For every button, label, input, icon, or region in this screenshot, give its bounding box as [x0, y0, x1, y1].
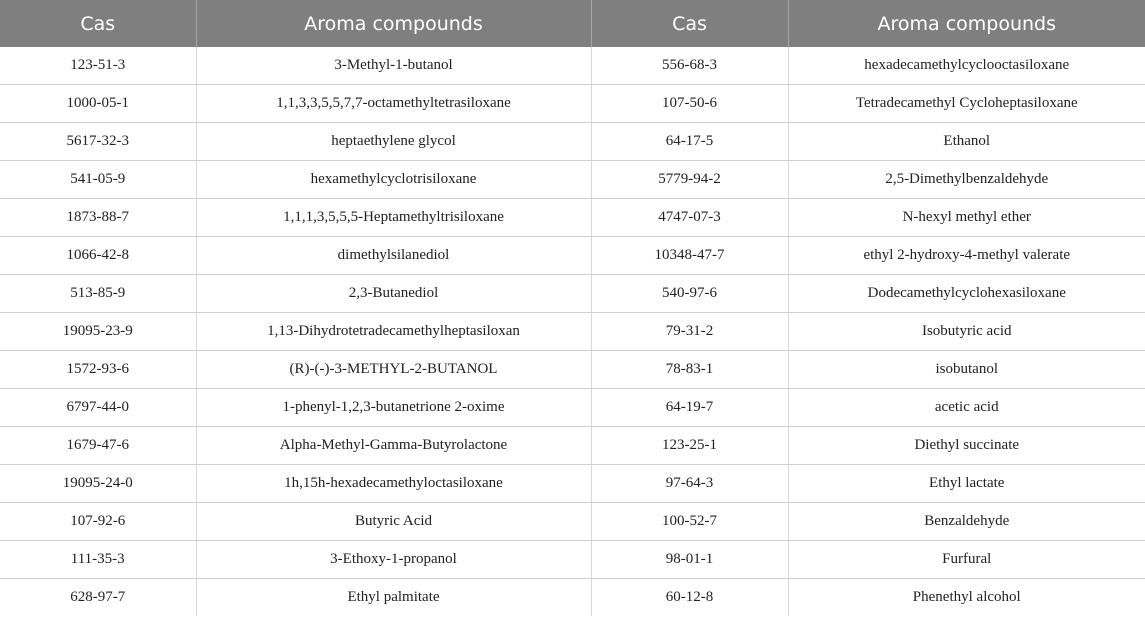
- cas-cell-left: 1873-88-7: [0, 199, 196, 237]
- compound-cell-left: Alpha-Methyl-Gamma-Butyrolactone: [196, 427, 591, 465]
- cas-cell-left: 1000-05-1: [0, 85, 196, 123]
- table-row: [0, 85, 1145, 123]
- table-row: [0, 351, 1145, 389]
- table-row: [0, 275, 1145, 313]
- compound-cell-right: hexadecamethylcyclooctasiloxane: [864, 57, 1070, 73]
- compound-cell-right: Diethyl succinate: [788, 427, 1145, 465]
- compound-cell-left: 1,1,1,3,5,5,5-Heptamethyltrisiloxane: [196, 199, 591, 237]
- table-row: [0, 237, 1145, 275]
- compound-cell-right: N-hexyl methyl ether: [788, 199, 1145, 237]
- compound-cell-left: 1,13-Dihydrotetradecamethylheptasiloxan: [196, 313, 591, 351]
- table-row: [0, 47, 1145, 85]
- compound-cell-right: Ethanol: [788, 123, 1145, 161]
- table-body: [0, 47, 1145, 616]
- cas-cell-right: 4747-07-3: [591, 199, 788, 237]
- compound-cell-left: Butyric Acid: [196, 503, 591, 541]
- cas-cell-right: 107-50-6: [591, 85, 788, 123]
- cas-cell-right: 97-64-3: [591, 465, 788, 503]
- table-row: [0, 541, 1145, 579]
- cas-cell-left: 513-85-9: [0, 275, 196, 313]
- header-cas-2: Cas: [591, 0, 788, 47]
- cas-cell-left: 628-97-7: [0, 579, 196, 617]
- compound-cell-right: Tetradecamethyl Cycloheptasiloxane: [788, 85, 1145, 123]
- compound-cell-left: 1-phenyl-1,2,3-butanetrione 2-oxime: [196, 389, 591, 427]
- compound-cell-right: Dodecamethylcyclohexasiloxane: [788, 275, 1145, 313]
- cas-cell-right: 98-01-1: [591, 541, 788, 579]
- cas-cell-right: 60-12-8: [591, 579, 788, 617]
- cas-cell-right: 64-19-7: [591, 389, 788, 427]
- header-aroma-compounds-1: Aroma compounds: [196, 0, 591, 47]
- compound-cell-right: 2,5-Dimethylbenzaldehyde: [788, 161, 1145, 199]
- cas-cell-left: 123-51-3: [0, 47, 196, 85]
- table-row: [0, 161, 1145, 199]
- compound-cell-left: hexamethylcyclotrisiloxane: [196, 161, 591, 199]
- cas-cell-left: 111-35-3: [0, 541, 196, 579]
- compound-cell-left: Ethyl palmitate: [196, 579, 591, 617]
- compound-cell-left: heptaethylene glycol: [196, 123, 591, 161]
- table-row: [0, 579, 1145, 617]
- cas-cell-right: 10348-47-7: [591, 237, 788, 275]
- cas-cell-left: 541-05-9: [0, 161, 196, 199]
- cas-cell-right: 556-68-3: [591, 47, 788, 85]
- compound-cell-right: isobutanol: [788, 351, 1145, 389]
- cas-cell-right: 79-31-2: [591, 313, 788, 351]
- compound-cell-right: Isobutyric acid: [788, 313, 1145, 351]
- cas-cell-left: 1572-93-6: [0, 351, 196, 389]
- cas-cell-left: 6797-44-0: [0, 389, 196, 427]
- compound-cell-left: 1h,15h-hexadecamethyloctasiloxane: [196, 465, 591, 503]
- table-row: [0, 427, 1145, 465]
- table-row: [0, 389, 1145, 427]
- cas-cell-right: 123-25-1: [591, 427, 788, 465]
- table-row: [0, 123, 1145, 161]
- header-aroma-compounds-2: Aroma compounds: [788, 0, 1145, 47]
- cas-cell-left: 1066-42-8: [0, 237, 196, 275]
- cas-cell-right: 64-17-5: [591, 123, 788, 161]
- header-row: [0, 0, 1145, 47]
- compound-cell-right: Furfural: [788, 541, 1145, 579]
- cas-cell-left: 1679-47-6: [0, 427, 196, 465]
- compound-cell-left: 3-Methyl-1-butanol: [196, 47, 591, 85]
- cas-cell-left: 19095-23-9: [0, 313, 196, 351]
- cas-cell-right: 5779-94-2: [591, 161, 788, 199]
- header-cas-1: Cas: [0, 0, 196, 47]
- compound-cell-left: 1,1,3,3,5,5,7,7-octamethyltetrasiloxane: [196, 85, 591, 123]
- compound-cell-right: acetic acid: [788, 389, 1145, 427]
- table-row: [0, 199, 1145, 237]
- compound-cell-left: dimethylsilanediol: [196, 237, 591, 275]
- cas-cell-left: 5617-32-3: [0, 123, 196, 161]
- compound-cell-right: Ethyl lactate: [788, 465, 1145, 503]
- cas-cell-left: 107-92-6: [0, 503, 196, 541]
- compound-cell-right: Benzaldehyde: [788, 503, 1145, 541]
- compound-cell-left: 3-Ethoxy-1-propanol: [196, 541, 591, 579]
- table-row: [0, 313, 1145, 351]
- table-row: [0, 465, 1145, 503]
- table-header: [0, 0, 1145, 47]
- compound-cell-right: ethyl 2-hydroxy-4-methyl valerate: [788, 237, 1145, 275]
- cas-cell-left: 19095-24-0: [0, 465, 196, 503]
- cas-cell-right: 78-83-1: [591, 351, 788, 389]
- cas-cell-right: 100-52-7: [591, 503, 788, 541]
- table-row: [0, 503, 1145, 541]
- compound-cell-left: (R)-(-)-3-METHYL-2-BUTANOL: [196, 351, 591, 389]
- cas-cell-right: 540-97-6: [591, 275, 788, 313]
- compound-cell-right: Phenethyl alcohol: [788, 579, 1145, 617]
- compound-cell-left: 2,3-Butanediol: [196, 275, 591, 313]
